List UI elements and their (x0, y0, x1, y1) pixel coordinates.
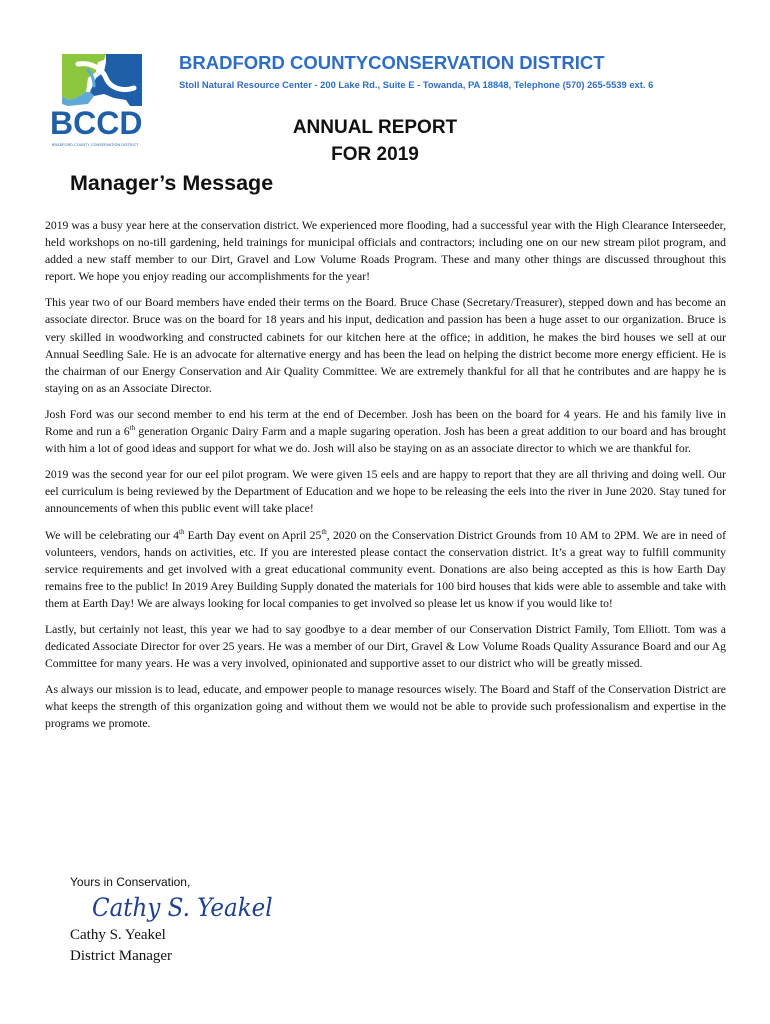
paragraph-5-text-a: We will be celebrating our 4 (45, 528, 179, 542)
paragraph-2: This year two of our Board members have ended their terms on the Board. Bruce Chase (Secretary/Treasurer), stepped down and has become an associate director. Bruce was on the board for 18 years and his input, dedication and passion has been a huge asset to our organization. Bruce is very skilled in woodworking and constructed cabinets for our kitchen here at the office; in addition, he makes the bird houses we sell at our Annual Seedling Sale. He is an advocate for alternative energy and has been the lead on helping the district become more energy efficient. He is the chairman of our Energy Conservation and Air Quality Committee. We are extremely thankful for all that he contributes and are happy he is staying on as an Associate Director. (45, 296, 726, 395)
signer-name: Cathy S. Yeakel (70, 927, 166, 943)
signer-title: District Manager (70, 948, 173, 964)
paragraph-5 (45, 527, 726, 612)
ordinal-suffix: th (179, 527, 185, 536)
organization-address: Stoll Natural Resource Center - 200 Lake Rd., Suite E - Towanda, PA 18848, Telephone (570) 265-5539 ext. 6 (179, 79, 654, 90)
paragraph-4: 2019 was the second year for our eel pilot program. We were given 15 eels and are happy to report that they are all thriving and doing well. Our eel curriculum is being reviewed by the Department of Education and we hope to be releasing the eels into the river in June 2020. Stay tuned for announcements of when this public event will take place! (45, 468, 726, 516)
report-title-line1: ANNUAL REPORT (292, 117, 458, 138)
paragraph-5-text-b: Earth Day event on April 25 (184, 528, 322, 542)
report-title-line2: FOR 2019 (331, 144, 419, 165)
message-body (45, 217, 726, 742)
paragraph-3-text-a: Josh Ford was our second member to end his term at the end of December. Josh has been on the board for 4 years. He and his family live in Rome and run a 6 (45, 407, 726, 439)
logo-wordmark: BCCD (50, 105, 143, 141)
report-title (220, 114, 530, 168)
logo-subtitle: BRADFORD COUNTY CONSERVATION DISTRICT (52, 143, 139, 147)
closing-line: Yours in Conservation, (70, 875, 191, 889)
organization-title: BRADFORD COUNTYCONSERVATION DISTRICT (179, 52, 605, 73)
handwritten-signature: Cathy S. Yeakel (92, 893, 273, 922)
ordinal-suffix: th (321, 527, 327, 536)
paragraph-3-text-b: generation Organic Dairy Farm and a maple sugaring operation. Josh has been a great addition to our board and has brought with him a lot of good ideas and support for what we do. Josh will also be staying on as an associate director to which we are thankful for. (45, 425, 726, 456)
ordinal-suffix: th (129, 424, 136, 433)
paragraph-6: Lastly, but certainly not least, this year we had to say goodbye to a dear member of our Conservation District Family, Tom Elliott. Tom was a dedicated Associate Director for over 25 years. He was a member of our Dirt, Gravel & Low Volume Roads Quality Assurance Board and our Ag Committee for many years. He was a very involved, opinionated and supportive asset to our district who will be greatly missed. (45, 622, 726, 671)
section-title: Manager’s Message (70, 171, 274, 195)
paragraph-7: As always our mission is to lead, educate, and empower people to manage resources wisely. The Board and Staff of the Conservation District are what keeps the strength of this organization going and without them we would not be able to provide such professionalism and expertise in the programs we promote. (45, 683, 726, 731)
paragraph-3 (45, 406, 726, 457)
paragraph-5-text-c: , 2020 on the Conservation District Grounds from 10 AM to 2PM. We are in need of volunteers, vendors, hands on activities, etc. If you are interested please contact the conservation district. It’s a great way to fulfill community service requirements and get involved with a great educational community event. Donations are also being accepted as this is how Earth Day remains free to the public! In 2019 Arey Building Supply donated the materials for 100 bird houses that kids were able to assemble and take with them at Earth Day! We are always looking for local companies to get involved so please let us know if you would like to! (45, 528, 726, 610)
paragraph-1: 2019 was a busy year here at the conservation district. We experienced more flooding, had a successful year with the High Clearance Interseeder, held workshops on no-till gardening, held trainings for municipal officials and contractors; including one on our new stream pilot program, and added a new staff member to our Dirt, Gravel and Low Volume Roads Program. These and many other things are discussed throughout this report. We hope you enjoy reading our accomplishments for the year! (45, 219, 726, 284)
